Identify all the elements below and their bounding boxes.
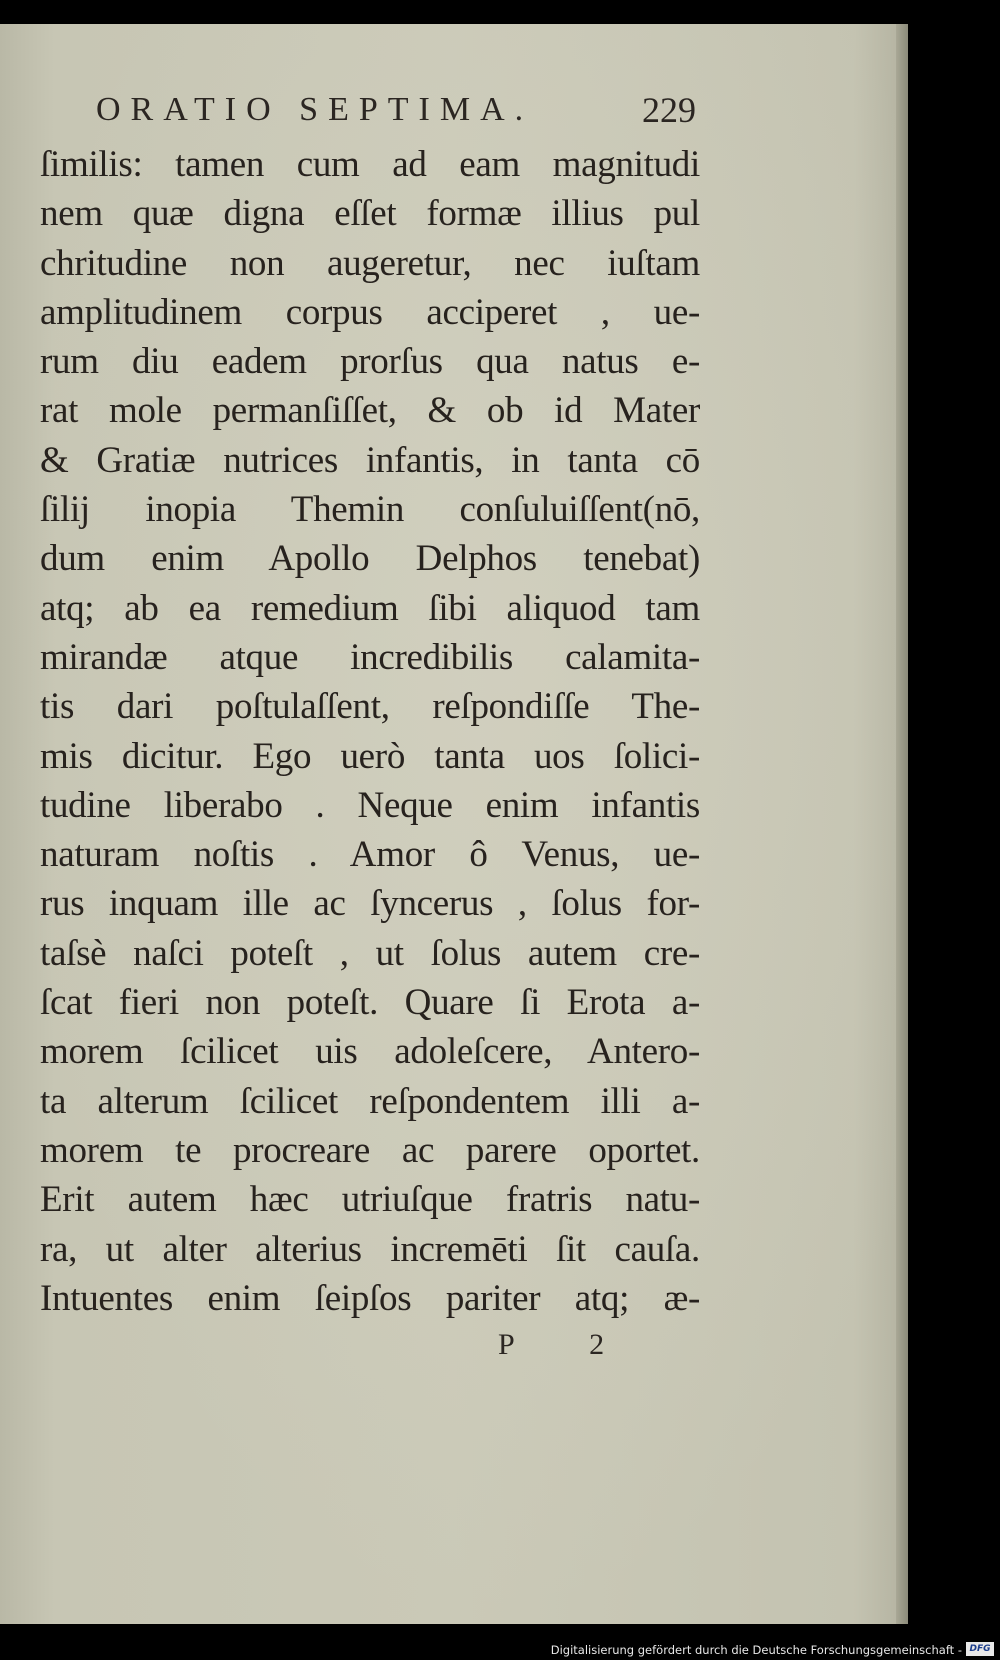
text-line: atq; ab ea remedium ſibi aliquod tam xyxy=(40,587,700,629)
text-line: Erit autem hæc utriuſque fratris natu- xyxy=(40,1179,700,1221)
text-line: rus inquam ille ac ſyncerus , ſolus for- xyxy=(40,883,700,925)
text-line: ſcat fieri non poteſt. Quare ſi Erota a- xyxy=(40,982,700,1024)
dfg-logo-icon: DFG xyxy=(966,1642,994,1656)
text-line: taſsè naſci poteſt , ut ſolus autem cre- xyxy=(40,932,700,974)
running-head: ORATIO SEPTIMA. xyxy=(96,91,534,128)
text-line: tis dari poſtulaſſent, reſpondiſſe The- xyxy=(40,686,700,728)
text-line: ſilij inopia Themin conſuluiſſent(nō, xyxy=(40,489,700,531)
text-line: amplitudinem corpus acciperet , ue- xyxy=(40,291,700,333)
text-line: rat mole permanſiſſet, & ob id Mater xyxy=(40,390,700,432)
text-line: naturam noſtis . Amor ô Venus, ue- xyxy=(40,834,700,876)
body-text xyxy=(40,140,700,1323)
text-line: chritudine non augeretur, nec iuſtam xyxy=(40,242,700,284)
signature-mark: P 2 xyxy=(498,1328,639,1361)
text-line: Intuentes enim ſeipſos pariter atq; æ- xyxy=(40,1277,700,1319)
text-line: rum diu eadem prorſus qua natus e- xyxy=(40,341,700,383)
text-line: ra, ut alter alterius incremēti ſit cauſa. xyxy=(40,1228,700,1270)
footer-bar xyxy=(0,1638,1000,1660)
text-line: mirandæ atque incredibilis calamita- xyxy=(40,636,700,678)
page-number: 229 xyxy=(642,90,696,130)
text-line: ſimilis: tamen cum ad eam magnitudi xyxy=(40,144,700,185)
text-line: & Gratiæ nutrices infantis, in tanta cō xyxy=(40,439,700,481)
text-line: nem quæ digna eſſet formæ illius pul xyxy=(40,193,700,235)
text-line: morem ſcilicet uis adoleſcere, Antero- xyxy=(40,1031,700,1073)
page-edge-shadow xyxy=(896,24,908,1624)
text-line: ta alterum ſcilicet reſpondentem illi a- xyxy=(40,1080,700,1122)
text-line: dum enim Apollo Delphos tenebat) xyxy=(40,538,700,580)
text-line: tudine liberabo . Neque enim infantis xyxy=(40,784,700,826)
page-header xyxy=(96,82,696,138)
text-line: morem te procreare ac parere oportet. xyxy=(40,1129,700,1171)
text-line: mis dicitur. Ego uerò tanta uos ſolici- xyxy=(40,735,700,777)
footer-credit: Digitalisierung gefördert durch die Deutsche Forschungsgemeinschaft - xyxy=(550,1643,962,1657)
